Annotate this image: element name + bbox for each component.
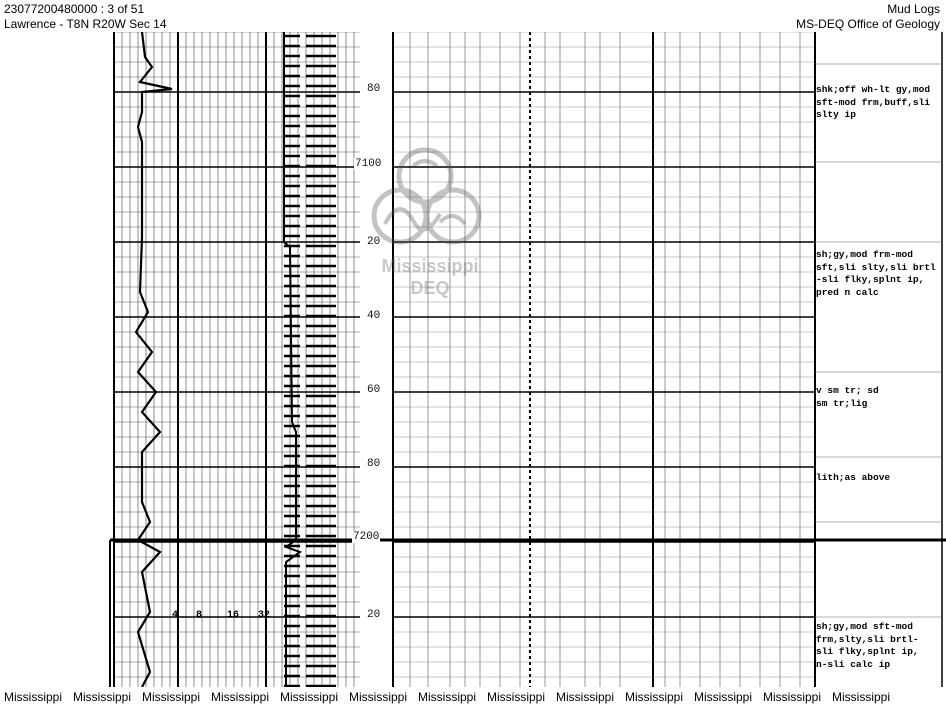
lithology-description: lith;as above: [816, 472, 891, 483]
depth-label: 60: [367, 384, 381, 396]
lithology-description: shk;off wh-lt gy,mod sft-mod frm,buff,sli slty ip: [816, 84, 931, 120]
watermark-text: Mississippi: [381, 256, 479, 276]
depth-label: 20: [367, 609, 381, 621]
footer-text: Mississippi: [763, 690, 822, 704]
mdeq-logo-icon: [365, 144, 495, 254]
scale-label: 32: [258, 610, 271, 621]
depth-label: 80: [367, 83, 381, 95]
document-type: Mud Logs: [887, 2, 940, 16]
footer-text: Mississippi: [487, 690, 546, 704]
mud-log-scan: [0, 32, 946, 687]
footer-watermark-strip: [0, 690, 946, 705]
well-location: Lawrence - T8N R20W Sec 14: [4, 17, 167, 31]
depth-label: 40: [367, 310, 381, 322]
depth-label: 80: [367, 458, 381, 470]
footer-text: Mississippi: [694, 690, 753, 704]
log-grid: [0, 32, 946, 687]
watermark-text: DEQ: [410, 278, 450, 298]
depth-label: 20: [367, 236, 381, 248]
footer-text: Mississippi: [211, 690, 270, 704]
footer-text: Mississippi: [832, 690, 891, 704]
footer-text: Mississippi: [556, 690, 615, 704]
scale-label: 16: [227, 610, 240, 621]
footer-text: Mississippi: [73, 690, 132, 704]
footer-text: Mississippi: [625, 690, 684, 704]
lithology-boundary: [284, 32, 300, 687]
lithology-description: sh;gy,mod sft-mod frm,slty,sli brtl- sli flky,splnt ip, n-sli calc ip: [816, 621, 919, 670]
mdeq-watermark: [365, 144, 495, 314]
footer-text: Mississippi: [4, 690, 63, 704]
lithology-description: v sm tr; sd sm tr;lig: [816, 385, 879, 409]
well-record-id: 23077200480000 : 3 of 51: [4, 2, 145, 16]
footer-text: Mississippi: [280, 690, 339, 704]
lithology-description: sh;gy,mod frm-mod sft,sli slty,sli brtl -sli flky,splnt ip, pred n calc: [816, 249, 936, 298]
footer-text: Mississippi: [349, 690, 408, 704]
scale-label: 4: [172, 610, 179, 621]
depth-label: 7100: [355, 158, 382, 170]
footer-text: Mississippi: [418, 690, 477, 704]
issuing-office: MS-DEQ Office of Geology: [796, 17, 940, 31]
scale-label: 8: [196, 610, 203, 621]
footer-text: Mississippi: [142, 690, 201, 704]
depth-label: 7200: [353, 531, 380, 543]
